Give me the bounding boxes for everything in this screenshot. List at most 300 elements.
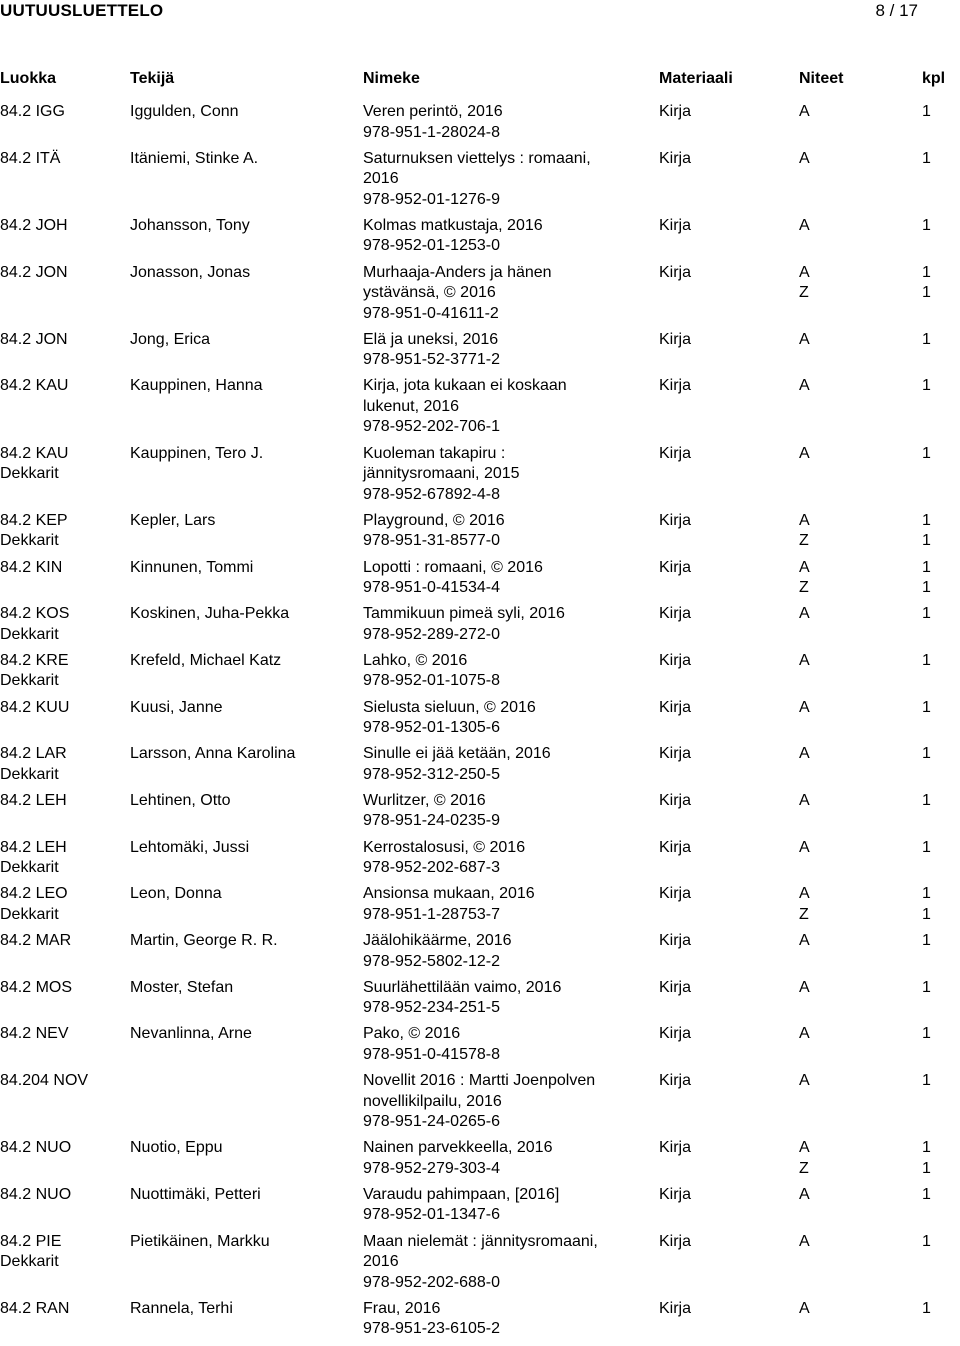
copy-count: 1 <box>922 284 931 302</box>
classification-line: 84.2 NUO <box>0 1139 72 1157</box>
collection-code: A <box>799 698 810 716</box>
entry-collection <box>799 1299 810 1320</box>
column-header-tekija: Tekijä <box>130 70 175 87</box>
entry-title <box>363 604 653 645</box>
entry-count <box>922 1299 931 1320</box>
title-line: Lahko, © 2016 <box>363 651 468 669</box>
classification-line: 84.2 ITÄ <box>0 149 61 167</box>
collection-code: A <box>799 1232 810 1250</box>
classification-line: 84.2 MAR <box>0 932 72 949</box>
entry-classification <box>0 978 125 999</box>
catalog-entry <box>0 1232 960 1299</box>
entry-author: Pietikäinen, Markku <box>130 1232 270 1250</box>
entry-material: Kirja <box>659 558 692 576</box>
classification-line: Dekkarit <box>0 625 59 643</box>
copy-count: 1 <box>922 605 931 623</box>
entry-count <box>922 216 931 237</box>
title-line: 978-951-23-6105-2 <box>363 1320 500 1338</box>
collection-code: A <box>799 838 810 856</box>
collection-code: A <box>799 1025 810 1043</box>
entry-count <box>922 149 931 170</box>
title-line: 978-951-0-41578-8 <box>363 1045 500 1063</box>
entry-title <box>363 838 653 879</box>
catalog-entry <box>0 1185 960 1232</box>
entry-title <box>363 102 653 143</box>
title-line: 978-952-01-1253-0 <box>363 237 500 255</box>
classification-line: 84.2 PIE <box>0 1232 62 1250</box>
entry-classification <box>0 1071 125 1092</box>
catalog-entry <box>0 651 960 698</box>
classification-line: 84.2 KUU <box>0 698 70 716</box>
entry-collection <box>799 651 810 672</box>
entry-collection <box>799 330 810 351</box>
title-line: 978-952-01-1075-8 <box>363 672 500 690</box>
entry-collection <box>799 931 810 952</box>
entry-classification <box>0 558 125 579</box>
entry-count <box>922 376 931 397</box>
entry-count <box>922 884 931 925</box>
copy-count: 1 <box>922 558 931 576</box>
entry-material: Kirja <box>659 149 692 167</box>
catalog-entry <box>0 931 960 978</box>
title-line: lukenut, 2016 <box>363 397 460 415</box>
title-line: Maan nielemät : jännitysromaani, <box>363 1232 598 1250</box>
entry-count <box>922 1071 931 1092</box>
catalog-entry <box>0 511 960 558</box>
collection-code: A <box>799 1299 810 1317</box>
entry-title <box>363 744 653 785</box>
classification-line: 84.2 LAR <box>0 745 67 763</box>
entry-author: Kauppinen, Tero J. <box>130 444 264 462</box>
copy-count: 1 <box>922 511 931 529</box>
collection-code: A <box>799 978 810 996</box>
copy-count: 1 <box>922 263 931 281</box>
catalog-entry <box>0 102 960 149</box>
entry-collection <box>799 216 810 237</box>
entry-title <box>363 263 653 325</box>
entry-collection <box>799 838 810 859</box>
title-line: Tammikuun pimeä syli, 2016 <box>363 605 565 623</box>
classification-line: 84.2 LEO <box>0 885 68 903</box>
title-line: Ansionsa mukaan, 2016 <box>363 885 535 903</box>
entry-author: Lehtomäki, Jussi <box>130 838 250 856</box>
entry-material: Kirja <box>659 651 692 669</box>
catalog-entry <box>0 604 960 651</box>
entry-classification <box>0 651 125 692</box>
copy-count: 1 <box>922 1185 931 1203</box>
entry-title <box>363 216 653 257</box>
entry-title <box>363 444 653 506</box>
entry-author: Moster, Stefan <box>130 978 234 996</box>
entry-collection <box>799 1071 810 1092</box>
title-line: Lopotti : romaani, © 2016 <box>363 558 543 576</box>
entry-material: Kirja <box>659 885 692 903</box>
copy-count: 1 <box>922 1072 931 1090</box>
collection-code: Z <box>799 532 809 550</box>
copy-count: 1 <box>922 579 931 596</box>
classification-line: 84.2 LEH <box>0 791 67 809</box>
title-line: Kerrostalosusi, © 2016 <box>363 838 526 856</box>
entry-classification <box>0 1024 125 1045</box>
entry-author: Jong, Erica <box>130 330 211 348</box>
catalog-entry <box>0 558 960 605</box>
entry-classification <box>0 1185 125 1206</box>
classification-line: 84.2 NEV <box>0 1025 69 1043</box>
title-line: 978-951-1-28024-8 <box>363 123 500 141</box>
collection-code: A <box>799 216 810 234</box>
entry-classification <box>0 698 125 719</box>
entry-classification <box>0 1138 125 1159</box>
classification-line: Dekkarit <box>0 672 59 690</box>
entry-author: Kuusi, Janne <box>130 698 223 716</box>
catalog-entry <box>0 1299 960 1346</box>
collection-code: A <box>799 1072 810 1090</box>
title-line: 978-951-0-41534-4 <box>363 579 500 596</box>
title-line: 978-952-202-688-0 <box>363 1273 500 1291</box>
catalog-entry <box>0 216 960 263</box>
entry-title <box>363 376 653 438</box>
classification-line: 84.2 KAU <box>0 377 69 395</box>
entry-classification <box>0 838 125 879</box>
catalog-entry <box>0 838 960 885</box>
entry-material: Kirja <box>659 511 692 529</box>
column-header-row <box>0 69 960 89</box>
entry-title <box>363 511 653 552</box>
entry-material: Kirja <box>659 263 692 281</box>
entry-collection <box>799 1024 810 1045</box>
entry-classification <box>0 1232 125 1273</box>
entry-author: Rannela, Terhi <box>130 1299 233 1317</box>
entry-count <box>922 1138 931 1179</box>
entry-classification <box>0 376 125 397</box>
copy-count: 1 <box>922 885 931 903</box>
catalog-entry <box>0 978 960 1025</box>
title-line: Kuoleman takapiru : <box>363 444 506 462</box>
entry-title <box>363 931 653 972</box>
entry-collection <box>799 698 810 719</box>
classification-line: 84.2 NUO <box>0 1185 72 1203</box>
entry-count <box>922 744 931 765</box>
entry-classification <box>0 604 125 645</box>
entry-collection <box>799 884 810 925</box>
entry-author: Leon, Donna <box>130 885 222 903</box>
title-line: Sinulle ei jää ketään, 2016 <box>363 745 551 763</box>
collection-code: A <box>799 263 810 281</box>
collection-code: A <box>799 149 810 167</box>
entry-author: Iggulden, Conn <box>130 103 239 120</box>
entry-count <box>922 698 931 719</box>
entry-collection <box>799 978 810 999</box>
copy-count: 1 <box>922 444 931 462</box>
collection-code: A <box>799 511 810 529</box>
entry-author: Koskinen, Juha-Pekka <box>130 605 290 623</box>
entry-classification <box>0 444 125 485</box>
copy-count: 1 <box>922 932 931 949</box>
entry-classification <box>0 149 125 170</box>
column-header-materiaali: Materiaali <box>659 70 733 87</box>
copy-count: 1 <box>922 978 931 996</box>
copy-count: 1 <box>922 1232 931 1250</box>
entry-author: Kauppinen, Hanna <box>130 377 263 395</box>
entry-author: Jonasson, Jonas <box>130 263 251 281</box>
entry-collection <box>799 1138 810 1179</box>
copy-count: 1 <box>922 532 931 550</box>
collection-code: A <box>799 377 810 395</box>
entry-material: Kirja <box>659 838 692 856</box>
entry-collection <box>799 604 810 625</box>
entry-count <box>922 1185 931 1206</box>
collection-code: A <box>799 103 810 120</box>
catalog-entry <box>0 149 960 216</box>
entry-material: Kirja <box>659 216 692 234</box>
entry-material: Kirja <box>659 103 692 120</box>
title-line: novellikilpailu, 2016 <box>363 1092 502 1110</box>
title-line: 978-952-312-250-5 <box>363 765 500 783</box>
classification-line: 84.204 NOV <box>0 1072 89 1090</box>
collection-code: Z <box>799 579 809 596</box>
entry-title <box>363 1299 653 1340</box>
entry-count <box>922 444 931 465</box>
entry-title <box>363 330 653 371</box>
title-line: 978-951-52-3771-2 <box>363 351 500 369</box>
entry-count <box>922 651 931 672</box>
entry-collection <box>799 558 810 599</box>
classification-line: 84.2 MOS <box>0 978 73 996</box>
entry-material: Kirja <box>659 444 692 462</box>
title-line: 2016 <box>363 170 399 188</box>
classification-line: 84.2 KOS <box>0 605 70 623</box>
title-line: Kirja, jota kukaan ei koskaan <box>363 377 567 395</box>
entry-title <box>363 791 653 832</box>
entry-author: Nevanlinna, Arne <box>130 1025 252 1043</box>
title-line: 978-952-289-272-0 <box>363 625 500 643</box>
title-line: Nainen parvekkeella, 2016 <box>363 1139 553 1157</box>
copy-count: 1 <box>922 1025 931 1043</box>
column-header-kpl: kpl <box>922 70 946 87</box>
classification-line: Dekkarit <box>0 465 59 483</box>
entry-material: Kirja <box>659 698 692 716</box>
title-line: 978-952-01-1347-6 <box>363 1206 500 1224</box>
copy-count: 1 <box>922 1159 931 1177</box>
title-line: 978-952-01-1305-6 <box>363 719 500 737</box>
classification-line: 84.2 KEP <box>0 511 68 529</box>
catalog-entry <box>0 330 960 377</box>
entry-collection <box>799 791 810 812</box>
entry-count <box>922 558 931 599</box>
entry-title <box>363 1138 653 1179</box>
copy-count: 1 <box>922 330 931 348</box>
classification-line: Dekkarit <box>0 905 59 923</box>
copy-count: 1 <box>922 149 931 167</box>
entry-author: Nuottimäki, Petteri <box>130 1185 261 1203</box>
entry-collection <box>799 1232 810 1253</box>
entry-count <box>922 838 931 859</box>
classification-line: 84.2 KIN <box>0 558 63 576</box>
catalog-entry <box>0 1138 960 1185</box>
collection-code: Z <box>799 905 809 923</box>
entry-material: Kirja <box>659 1025 692 1043</box>
entry-count <box>922 931 931 952</box>
entry-material: Kirja <box>659 791 692 809</box>
title-line: jännitysromaani, 2015 <box>363 465 520 483</box>
entry-collection <box>799 376 810 397</box>
entry-title <box>363 558 653 599</box>
collection-code: A <box>799 605 810 623</box>
entry-material: Kirja <box>659 1185 692 1203</box>
catalog-entry <box>0 1024 960 1071</box>
classification-line: Dekkarit <box>0 765 59 783</box>
entry-material: Kirja <box>659 1232 692 1250</box>
collection-code: A <box>799 330 810 348</box>
entry-title <box>363 978 653 1019</box>
classification-line: Dekkarit <box>0 859 59 877</box>
title-line: Suurlähettilään vaimo, 2016 <box>363 978 562 996</box>
entry-material: Kirja <box>659 932 692 949</box>
catalog-entry <box>0 444 960 511</box>
title-line: Sielusta sieluun, © 2016 <box>363 698 536 716</box>
copy-count: 1 <box>922 1299 931 1317</box>
entry-classification <box>0 216 125 237</box>
copy-count: 1 <box>922 651 931 669</box>
classification-line: 84.2 RAN <box>0 1299 70 1317</box>
entry-title <box>363 698 653 739</box>
classification-line: 84.2 JON <box>0 330 68 348</box>
entry-classification <box>0 931 125 952</box>
collection-code: A <box>799 1185 810 1203</box>
title-line: Saturnuksen viettelys : romaani, <box>363 149 591 167</box>
entry-classification <box>0 102 125 123</box>
classification-line: 84.2 KAU <box>0 444 69 462</box>
entry-collection <box>799 149 810 170</box>
copy-count: 1 <box>922 905 931 923</box>
entry-author: Larsson, Anna Karolina <box>130 745 296 763</box>
entry-material: Kirja <box>659 1072 692 1090</box>
entry-classification <box>0 330 125 351</box>
entry-material: Kirja <box>659 745 692 763</box>
title-line: Kolmas matkustaja, 2016 <box>363 216 543 234</box>
catalog-entry <box>0 744 960 791</box>
catalog-entry <box>0 1071 960 1138</box>
collection-code: A <box>799 651 810 669</box>
entry-material: Kirja <box>659 605 692 623</box>
entry-author: Nuotio, Eppu <box>130 1139 223 1157</box>
entry-classification <box>0 791 125 812</box>
collection-code: A <box>799 444 810 462</box>
title-line: 978-951-24-0265-6 <box>363 1113 500 1131</box>
entry-author: Itäniemi, Stinke A. <box>130 149 259 167</box>
entry-title <box>363 1232 653 1294</box>
collection-code: Z <box>799 284 809 302</box>
entry-author: Kepler, Lars <box>130 511 216 529</box>
entry-count <box>922 1024 931 1045</box>
column-header-luokka: Luokka <box>0 70 57 87</box>
title-line: 978-951-1-28753-7 <box>363 905 500 923</box>
copy-count: 1 <box>922 103 931 120</box>
collection-code: A <box>799 791 810 809</box>
title-line: Wurlitzer, © 2016 <box>363 791 486 809</box>
title-line: 978-951-0-41611-2 <box>363 304 499 322</box>
entry-author: Johansson, Tony <box>130 216 250 234</box>
entry-count <box>922 978 931 999</box>
catalog-entry <box>0 263 960 330</box>
copy-count: 1 <box>922 216 931 234</box>
page-number: 8 / 17 <box>875 1 918 20</box>
classification-line: 84.2 KRE <box>0 651 69 669</box>
classification-line: 84.2 LEH <box>0 838 67 856</box>
catalog-entry <box>0 698 960 745</box>
catalog-list <box>0 102 960 1346</box>
entry-classification <box>0 511 125 552</box>
entry-author: Krefeld, Michael Katz <box>130 651 282 669</box>
title-line: Frau, 2016 <box>363 1299 441 1317</box>
classification-line: 84.2 JOH <box>0 216 68 234</box>
column-header-niteet: Niteet <box>799 70 844 87</box>
title-line: Jäälohikäärme, 2016 <box>363 932 512 949</box>
copy-count: 1 <box>922 838 931 856</box>
entry-author: Martin, George R. R. <box>130 932 278 949</box>
title-line: 2016 <box>363 1253 399 1271</box>
title-line: Veren perintö, 2016 <box>363 103 503 120</box>
title-line: Novellit 2016 : Martti Joenpolven <box>363 1072 596 1090</box>
entry-count <box>922 511 931 552</box>
entry-collection <box>799 444 810 465</box>
collection-code: A <box>799 932 810 949</box>
entry-count <box>922 330 931 351</box>
entry-collection <box>799 102 810 123</box>
title-line: Murhaaja-Anders ja hänen <box>363 263 552 281</box>
title-line: 978-952-202-687-3 <box>363 859 500 877</box>
entry-material: Kirja <box>659 330 692 348</box>
entry-material: Kirja <box>659 377 692 395</box>
entry-material: Kirja <box>659 978 692 996</box>
document-title: UUTUUSLUETTELO <box>0 1 164 20</box>
title-line: 978-951-31-8577-0 <box>363 532 500 550</box>
copy-count: 1 <box>922 1139 931 1157</box>
entry-collection <box>799 1185 810 1206</box>
entry-count <box>922 791 931 812</box>
collection-code: Z <box>799 1159 809 1177</box>
copy-count: 1 <box>922 377 931 395</box>
classification-line: 84.2 JON <box>0 263 68 281</box>
collection-code: A <box>799 745 810 763</box>
copy-count: 1 <box>922 745 931 763</box>
title-line: 978-952-5802-12-2 <box>363 952 500 970</box>
collection-code: A <box>799 1139 810 1157</box>
entry-classification <box>0 1299 125 1320</box>
title-line: 978-952-279-303-4 <box>363 1159 500 1177</box>
title-line: 978-951-24-0235-9 <box>363 812 500 830</box>
entry-collection <box>799 263 810 304</box>
catalog-entry <box>0 791 960 838</box>
copy-count: 1 <box>922 698 931 716</box>
entry-classification <box>0 263 125 284</box>
entry-title <box>363 1024 653 1065</box>
title-line: Playground, © 2016 <box>363 511 505 529</box>
copy-count: 1 <box>922 791 931 809</box>
entry-count <box>922 1232 931 1253</box>
entry-classification <box>0 884 125 925</box>
collection-code: A <box>799 558 810 576</box>
entry-title <box>363 884 653 925</box>
entry-count <box>922 263 931 304</box>
classification-line: 84.2 IGG <box>0 103 65 120</box>
title-line: 978-952-234-251-5 <box>363 999 500 1017</box>
title-line: Varaudu pahimpaan, [2016] <box>363 1185 560 1203</box>
collection-code: A <box>799 885 810 903</box>
entry-material: Kirja <box>659 1299 692 1317</box>
title-line: Elä ja uneksi, 2016 <box>363 330 499 348</box>
classification-line: Dekkarit <box>0 1253 59 1271</box>
